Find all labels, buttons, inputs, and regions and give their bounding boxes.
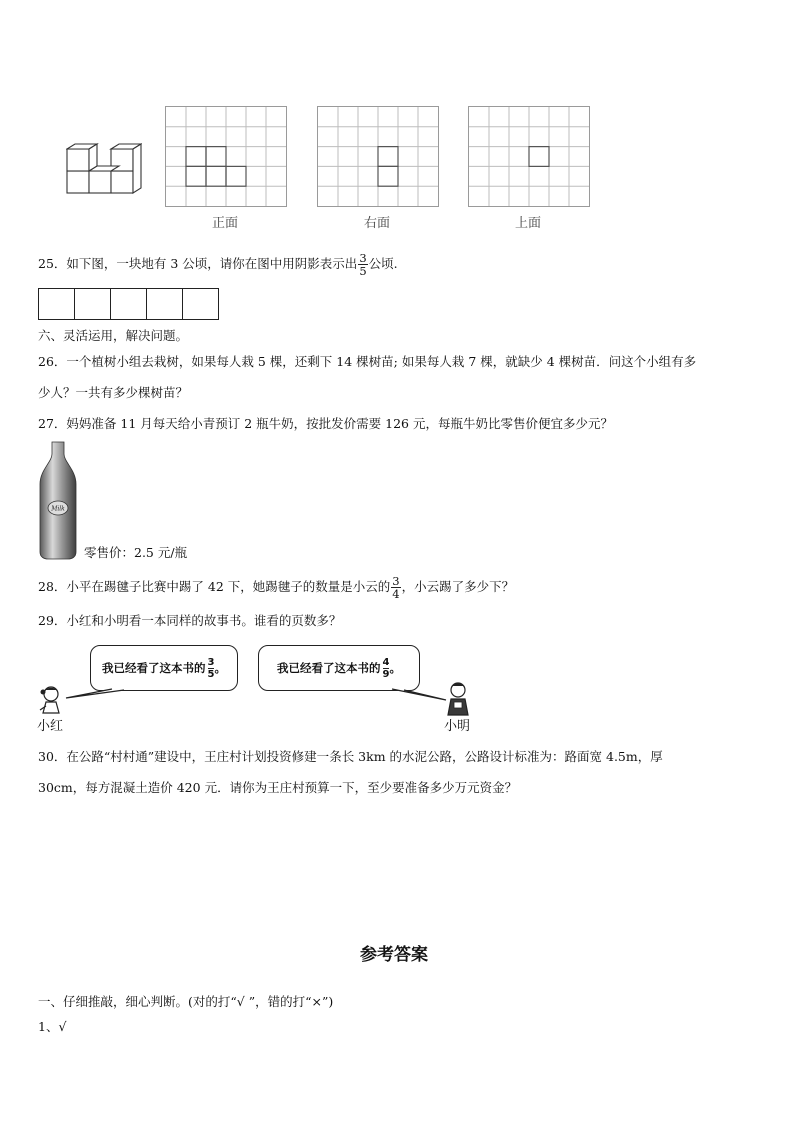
- xiaohong-name: 小红: [37, 719, 64, 734]
- front-view-label: 正面: [211, 216, 238, 231]
- bottle-label: Milk: [51, 505, 65, 513]
- question-28: 28．小平在踢毽子比赛中踢了 42 下，她踢毽子的数量是小云的 $\frac{3}{4}$ ，小云踢了多少下？: [38, 574, 515, 601]
- question-26-line1: 26．一个植树小组去栽树，如果每人栽 5 棵，还剩下 14 棵树苗; 如果每人栽 7 棵，就缺少 4 棵树苗．问这个小组有多: [38, 354, 697, 369]
- right-view-label: 右面: [363, 216, 390, 231]
- answers-title: 参考答案: [360, 945, 428, 965]
- xiaoming-speech-bubble: 我已经看了这本书的 $\frac{4}{9}$ 。: [258, 645, 420, 691]
- answers-section-1: 一、仔细推敲，细心判断。(对的打“√ ”，错的打“×”): [38, 994, 334, 1009]
- retail-price-label: 零售价：2.5 元/瓶: [84, 545, 188, 560]
- question-30-line1: 30．在公路“村村通”建设中，王庄村计划投资修建一条长 3km 的水泥公路，公路设计标准为：路面宽 4.5m，厚: [38, 749, 663, 764]
- xiaoming-avatar: [443, 680, 473, 720]
- question-30-line2: 30cm，每方混凝土造价 420 元．请你为王庄村预算一下，至少要准备多少万元资金？: [38, 780, 518, 795]
- q25-fraction: $\frac{3}{5}$: [359, 251, 367, 278]
- q25-text-after: 公顷.: [368, 256, 398, 271]
- question-27: 27．妈妈准备 11 月每天给小青预订 2 瓶牛奶，按批发价需要 126 元，每瓶牛奶比零售价便宜多少元？: [38, 416, 613, 431]
- q25-text: 25．如下图，一块地有 3 公顷，请你在图中用阴影表示出: [38, 256, 358, 271]
- top-view-label: 上面: [514, 216, 541, 231]
- answer-item-1: 1、√: [38, 1019, 67, 1034]
- xiaohong-avatar: [38, 684, 68, 718]
- q28-fraction: $\frac{3}{4}$: [392, 574, 400, 601]
- section-6-heading: 六、灵活运用，解决问题。: [38, 328, 189, 343]
- question-26-line2: 少人？一共有多少棵树苗？: [38, 385, 189, 400]
- question-29: 29．小红和小明看一本同样的故事书。谁看的页数多？: [38, 613, 342, 628]
- xiaoming-name: 小明: [444, 719, 471, 734]
- xiaohong-speech-bubble: 我已经看了这本书的 $\frac{3}{5}$ 。: [90, 645, 238, 691]
